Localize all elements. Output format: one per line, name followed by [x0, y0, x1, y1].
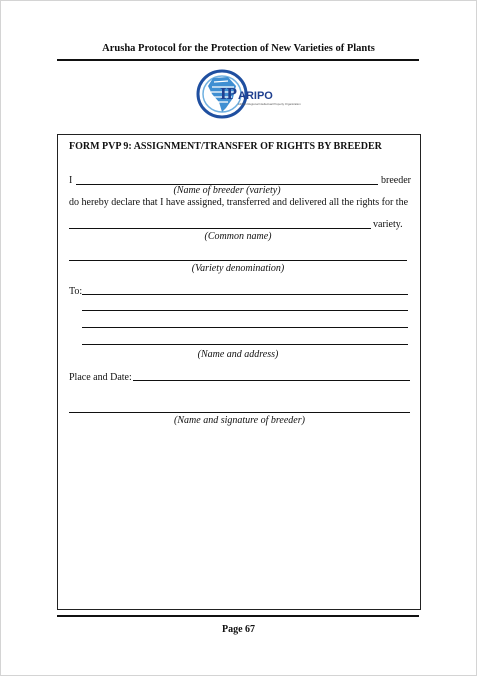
breeder-caption: (Name of breeder (variety): [173, 185, 281, 196]
address-line-2[interactable]: [82, 310, 408, 311]
aripo-logo: [194, 68, 301, 120]
footer-rule: [57, 615, 419, 617]
svg-text:ARIPO: ARIPO: [238, 90, 273, 102]
common-name-caption: (Common name): [204, 231, 272, 242]
declaration-text: do hereby declare that I have assigned, transferred and delivered all the rights for the: [69, 197, 409, 208]
svg-text:IP: IP: [220, 84, 237, 103]
variety-denomination-caption: (Variety denomination): [191, 263, 285, 274]
header-title: Arusha Protocol for the Protection of New Varieties of Plants: [102, 43, 375, 54]
place-date-label: Place and Date:: [69, 372, 132, 383]
address-caption: (Name and address): [197, 349, 279, 360]
address-line-3[interactable]: [82, 327, 408, 328]
address-line-4[interactable]: [82, 344, 408, 345]
signature-field[interactable]: [69, 412, 410, 413]
place-date-field[interactable]: [133, 380, 410, 381]
variety-label: variety.: [373, 219, 403, 230]
variety-denomination-field[interactable]: [69, 260, 407, 261]
breeder-label: breeder: [381, 175, 411, 186]
page-number: Page 67: [221, 624, 256, 635]
common-name-field[interactable]: [69, 228, 371, 229]
svg-text:African Regional Intellectual: African Regional Intellectual Property Organization: [238, 102, 301, 106]
form-title: FORM PVP 9: ASSIGNMENT/TRANSFER OF RIGHTS BY BREEDER: [69, 141, 382, 152]
address-line-1[interactable]: [82, 294, 408, 295]
i-label: I: [69, 175, 73, 186]
to-label: To:: [69, 286, 83, 297]
signature-caption: (Name and signature of breeder): [174, 415, 305, 426]
aripo-logo-icon: [194, 68, 301, 120]
header-rule: [57, 59, 419, 61]
